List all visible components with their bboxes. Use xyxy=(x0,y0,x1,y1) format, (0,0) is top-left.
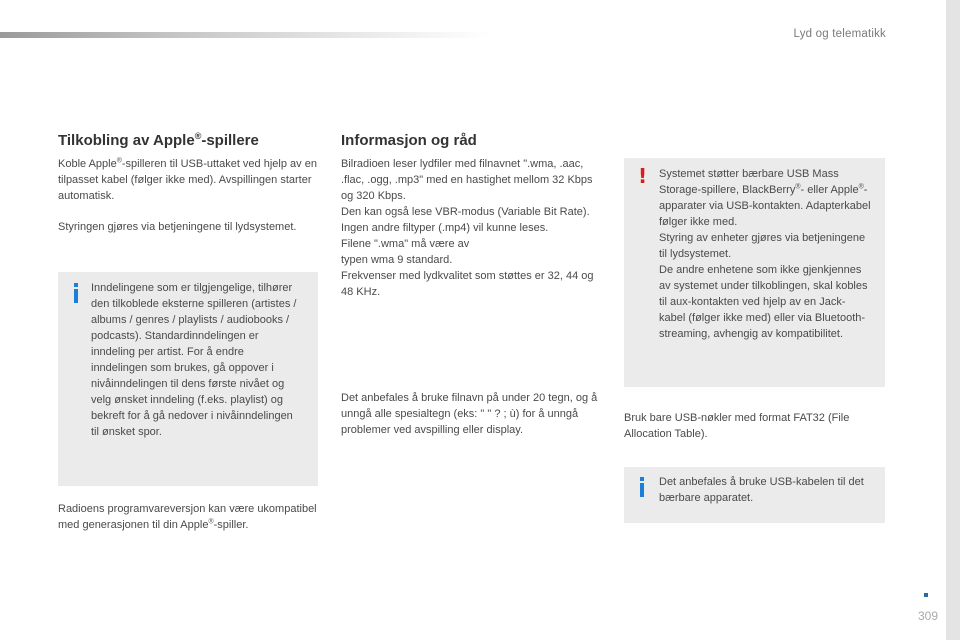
fat32-paragraph: Bruk bare USB-nøkler med format FAT32 (File Allocation Table). xyxy=(624,412,850,440)
apple-heading xyxy=(58,132,259,149)
apple-p3-pre: Radioens programvareversjon kan være ukompatibel med generasjonen til din Apple xyxy=(58,503,317,531)
file-format-line-1: Bilradioen leser lydfiler med filnavnet ".wma, .aac, .flac, .ogg, .mp3" med en hastighet mellom 32 Kbps og 320 Kbps. xyxy=(341,158,593,202)
file-format-line-4: Filene ".wma" må være av typen wma 9 standard. xyxy=(341,238,470,266)
apple-connect-paragraph xyxy=(58,156,320,204)
apple-software-paragraph xyxy=(58,501,320,533)
apple-p3-post: -spiller. xyxy=(213,519,249,531)
usb-warning-text xyxy=(659,166,871,342)
registered-mark: ® xyxy=(208,518,214,526)
usb-cable-info-box xyxy=(624,467,885,523)
apple-heading-pre: Tilkobling av Apple xyxy=(58,132,195,149)
apple-p1-pre: Koble Apple xyxy=(58,158,117,170)
apple-heading-post: -spillere xyxy=(201,132,259,149)
apple-control-paragraph: Styringen gjøres via betjeningene til lydsystemet. xyxy=(58,221,297,233)
usb-cable-info-text: Det anbefales å bruke USB-kabelen til det bærbare apparatet. xyxy=(659,476,864,504)
registered-mark: ® xyxy=(194,131,202,141)
page-edge-strip xyxy=(946,0,960,640)
file-format-line-5: Frekvenser med lydkvalitet som støttes er 32, 44 og 48 KHz. xyxy=(341,270,594,298)
registered-mark: ® xyxy=(116,157,122,165)
usb-warning-line-2: Styring av enheter gjøres via betjeningene til lydsystemet. xyxy=(659,232,866,260)
usb-warning-line-1 xyxy=(659,166,871,230)
page-number: 309 xyxy=(917,609,938,623)
filename-advice-paragraph: Det anbefales å bruke filnavn på under 20 tegn, og å unngå alle spesialtegn (eks: " " ? ; ù) for å unngå problemer ved avspilling eller display. xyxy=(341,392,598,436)
apple-info-text: Inndelingene som er tilgjengelige, tilhører den tilkoblede eksterne spilleren (artistes / albums / genres / playlists / audiobooks / podcasts). Standardinndelingen er inndeling per artist. For å endre inndelingen som brukes, gå oppover i nivåinndelingen til dens første nivået og velg ønsket inndeling (f.eks. playlist) og bekreft for å gå nedover i nivåinndelingen til ønsket spor. xyxy=(91,282,297,438)
warn-l1-pre: Systemet støtter bærbare USB Mass Storage-spillere, BlackBerry xyxy=(659,168,839,196)
file-format-line-3: Ingen andre filtyper (.mp4) vil kunne leses. xyxy=(341,222,549,234)
file-format-paragraph xyxy=(341,156,605,300)
usb-warning-box xyxy=(624,158,885,387)
file-format-line-2: Den kan også lese VBR-modus (Variable Bit Rate). xyxy=(341,206,590,218)
warn-l1-post: -apparater via USB-kontakten. Adapterkabel følger ikke med. xyxy=(659,184,871,228)
apple-info-box xyxy=(58,272,318,486)
section-header: Lyd og telematikk xyxy=(793,28,886,40)
warn-l1-mid: - eller Apple xyxy=(800,184,859,196)
info-heading: Informasjon og råd xyxy=(341,132,477,149)
header-gradient-bar xyxy=(0,32,490,38)
usb-warning-line-3: De andre enhetene som ikke gjenkjennes av systemet under tilkoblingen, skal kobles til aux-kontakten ved hjelp av en Jack-kabel (følger ikke med) eller via Bluetooth-streaming, avhengig av kompatibilitet. xyxy=(659,264,868,340)
warning-icon: ! xyxy=(638,164,648,188)
page-marker xyxy=(924,593,928,597)
registered-mark: ® xyxy=(858,183,864,191)
registered-mark: ® xyxy=(795,183,801,191)
apple-p1-post: -spilleren til USB-uttaket ved hjelp av en tilpasset kabel (følger ikke med). Avspillingen starter automatisk. xyxy=(58,158,317,202)
